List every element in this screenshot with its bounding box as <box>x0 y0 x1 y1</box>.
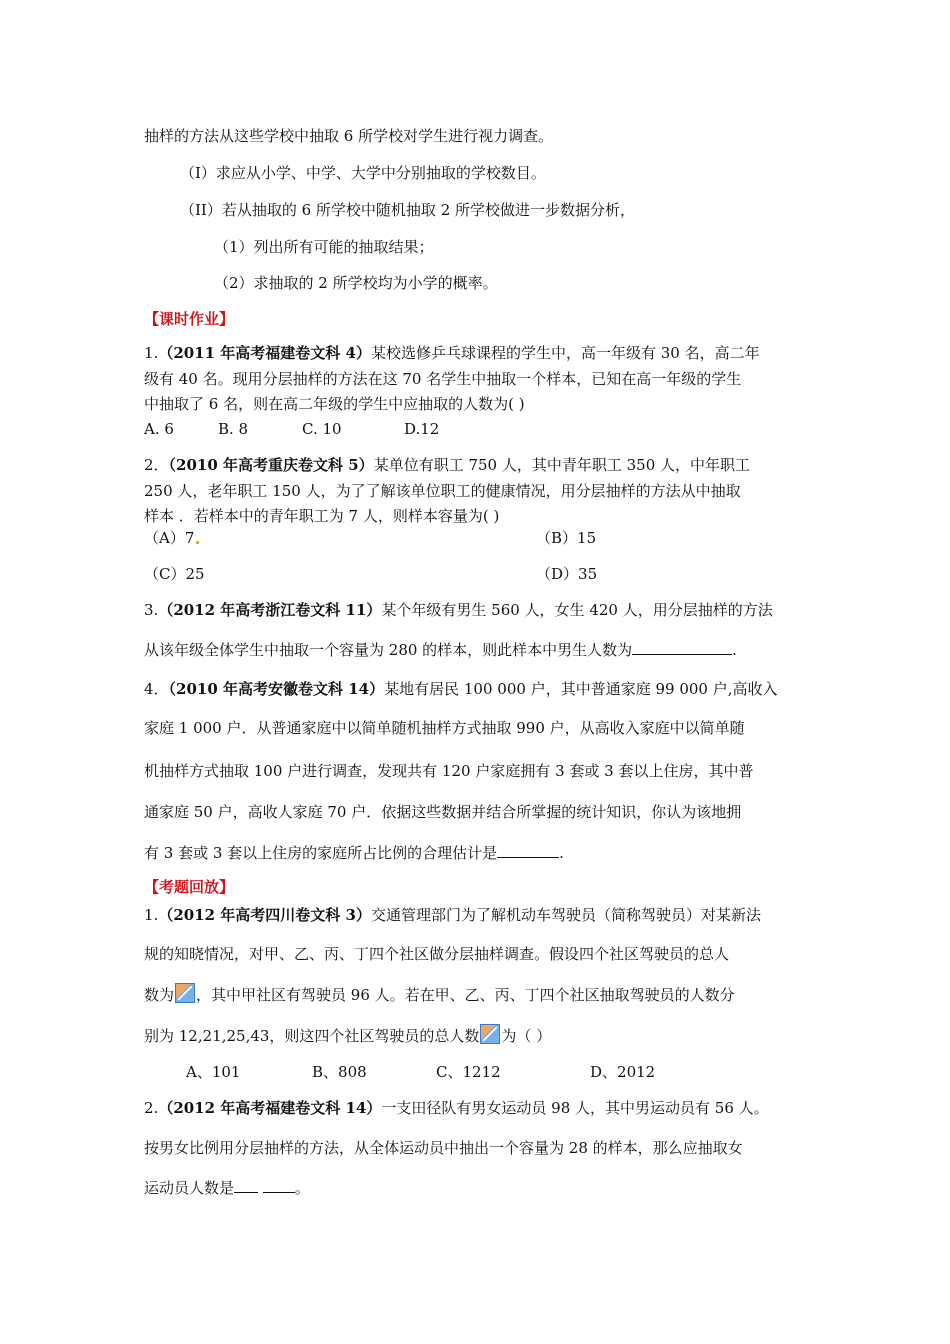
problem-source: （2012 年高考福建卷文科 14） <box>158 1099 382 1117</box>
option-c: C、1212 <box>436 1063 501 1081</box>
question-ii: （II）若从抽取的 6 所学校中随机抽取 2 所学校做进一步数据分析， <box>180 201 636 219</box>
problem-source: （2012 年高考浙江卷文科 11） <box>158 601 382 619</box>
section-heading-review: 【考题回放】 <box>144 878 235 896</box>
problem-text: 一支田径队有男女运动员 98 人，其中男运动员有 56 人。 <box>381 1099 769 1117</box>
option-a: A. 6 <box>144 420 174 438</box>
option-b: B. 8 <box>218 420 249 438</box>
problem-number: 2. <box>144 1099 159 1117</box>
problem-1 <box>144 343 760 363</box>
problem-text: 某单位有职工 750 人，其中青年职工 350 人，中年职工 <box>373 456 751 474</box>
problem-text: 某校选修乒乓球课程的学生中，高一年级有 30 名，高二年 <box>370 344 760 362</box>
option-b: （B）15 <box>536 529 597 547</box>
option-c: （C）25 <box>144 565 205 583</box>
option-d: （D）35 <box>536 565 598 583</box>
problem-text: 规的知晓情况，对甲、乙、丙、丁四个社区做分层抽样调查。假设四个社区驾驶员的总人 <box>144 945 730 963</box>
problem-source: （2010 年高考安徽卷文科 14） <box>168 680 385 698</box>
problem-3 <box>144 600 773 620</box>
problem-text: 别为 12,21,25,43，则这四个社区驾驶员的总人数 为（ ） <box>144 1024 551 1046</box>
problem-text: 有 3 套或 3 套以上住房的家庭所占比例的合理估计是 . <box>144 844 564 862</box>
problem-source: （2011 年高考福建卷文科 4） <box>158 344 371 362</box>
problem-2 <box>144 455 750 475</box>
option-d: D.12 <box>404 420 440 438</box>
problem-1 <box>144 905 761 925</box>
answer-blank[interactable] <box>497 843 559 858</box>
option-c: C. 10 <box>302 420 342 438</box>
problem-source: （2010 年高考重庆卷文科 5） <box>168 456 374 474</box>
intro-line: 抽样的方法从这些学校中抽取 6 所学校对学生进行视力调查。 <box>144 127 554 145</box>
problem-text: 从该年级全体学生中抽取一个容量为 280 的样本，则此样本中男生人数为 . <box>144 641 737 659</box>
question-i: （I）求应从小学、中学、大学中分别抽取的学校数目。 <box>180 164 546 182</box>
problem-number: 1. <box>144 344 159 362</box>
section-heading-homework: 【课时作业】 <box>144 310 235 328</box>
problem-4 <box>144 679 777 699</box>
question-ii-1: （1）列出所有可能的抽取结果； <box>214 238 434 256</box>
problem-text: 中抽取了 6 名，则在高二年级的学生中应抽取的人数为( ) <box>144 395 525 413</box>
question-ii-2: （2）求抽取的 2 所学校均为小学的概率。 <box>214 274 498 292</box>
answer-blank[interactable] <box>234 1178 258 1193</box>
problem-text: 样本 ．若样本中的青年职工为 7 人，则样本容量为( ) <box>144 507 500 525</box>
problem-text: 250 人，老年职工 150 人，为了了解该单位职工的健康情况，用分层抽样的方法从中抽取 <box>144 482 741 500</box>
problem-source: （2012 年高考四川卷文科 3） <box>158 906 371 924</box>
problem-text: 某个年级有男生 560 人，女生 420 人，用分层抽样的方法 <box>381 601 773 619</box>
problem-number: 2． <box>144 456 169 474</box>
problem-text: 家庭 1 000 户．从普通家庭中以简单随机抽样方式抽取 990 户，从高收入家庭中以简单随 <box>144 719 745 737</box>
problem-2 <box>144 1098 769 1118</box>
problem-text: 通家庭 50 户，高收人家庭 70 户．依据这些数据并结合所掌握的统计知识，你认为该地拥 <box>144 803 742 821</box>
option-a: A、101 <box>186 1063 241 1081</box>
mark-icon <box>196 541 199 544</box>
problem-text: 按男女比例用分层抽样的方法，从全体运动员中抽出一个容量为 28 的样本，那么应抽取女 <box>144 1139 743 1157</box>
answer-blank[interactable] <box>263 1178 295 1193</box>
option-d: D、2012 <box>590 1063 656 1081</box>
problem-text: 某地有居民 100 000 户，其中普通家庭 99 000 户,高收入 <box>384 680 778 698</box>
problem-text: 级有 40 名。现用分层抽样的方法在这 70 名学生中抽取一个样本，已知在高一年级的学生 <box>144 370 742 388</box>
answer-blank[interactable] <box>632 640 732 655</box>
problem-number: 3. <box>144 601 159 619</box>
formula-image-icon <box>175 983 195 1003</box>
problem-text: 数为 ，其中甲社区有驾驶员 96 人。若在甲、乙、丙、丁四个社区抽取驾驶员的人数分 <box>144 983 735 1005</box>
problem-text: 运动员人数是 。 <box>144 1179 310 1197</box>
problem-text: 交通管理部门为了解机动车驾驶员（简称驾驶员）对某新法 <box>370 906 761 924</box>
formula-image-icon <box>480 1024 500 1044</box>
problem-number: 1. <box>144 906 159 924</box>
problem-text: 机抽样方式抽取 100 户进行调查，发现共有 120 户家庭拥有 3 套或 3 套以上住房，其中普 <box>144 762 754 780</box>
option-a: （A）7 <box>144 528 199 548</box>
problem-number: 4． <box>144 680 169 698</box>
option-b: B、808 <box>312 1063 367 1081</box>
